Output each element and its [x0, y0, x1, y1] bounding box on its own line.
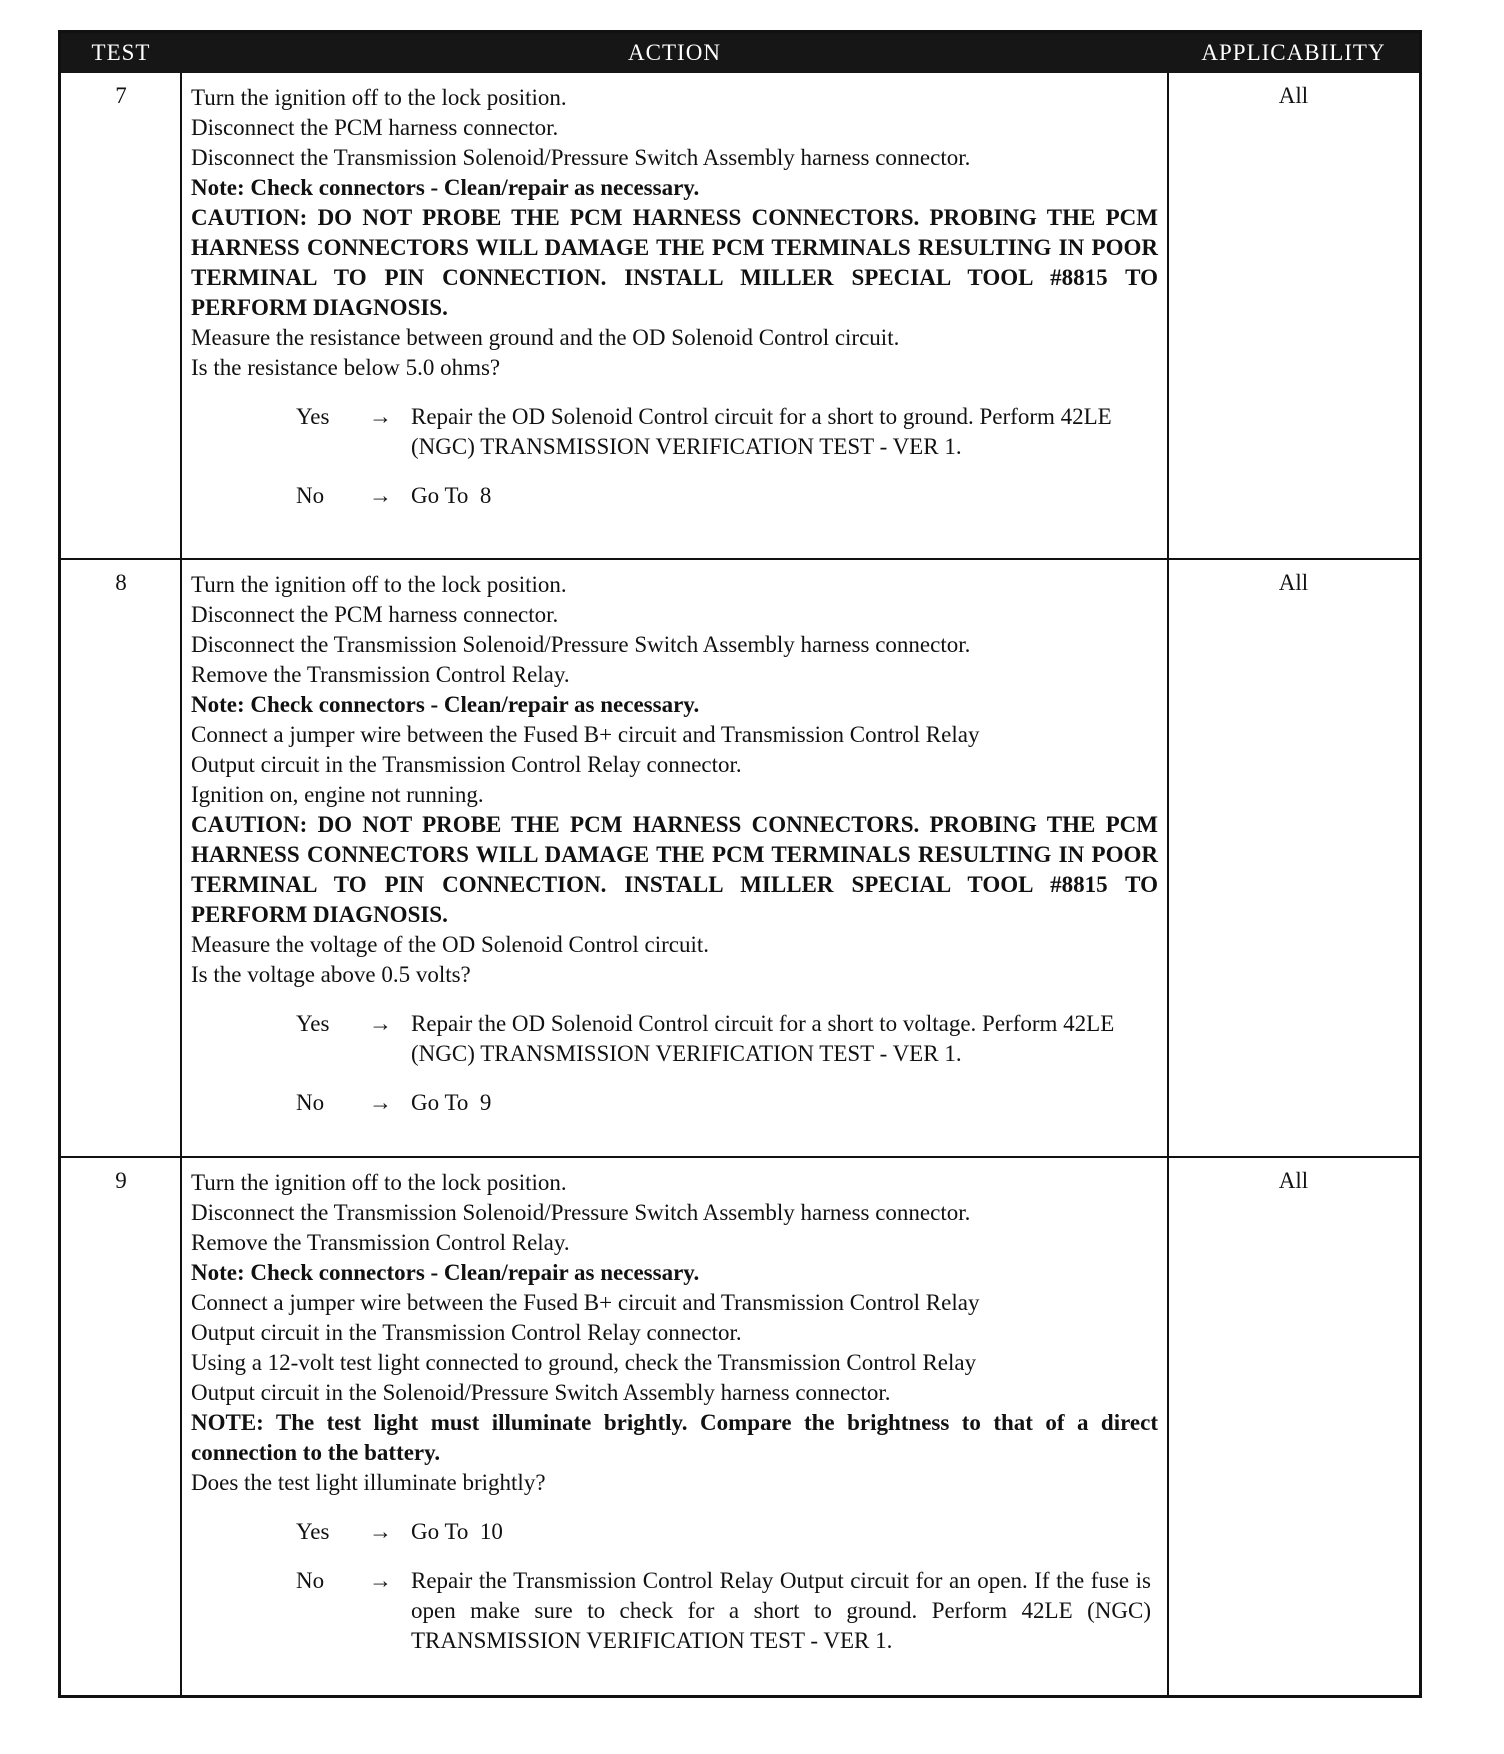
yes-action-text: Go To 10	[411, 1519, 503, 1544]
action-line: Disconnect the Transmission Solenoid/Pressure Switch Assembly harness connector.	[191, 632, 971, 657]
test-number: 8	[115, 570, 127, 595]
question-line: Does the test light illuminate brightly?	[191, 1470, 546, 1495]
header-test: TEST	[91, 40, 151, 65]
action-line: Disconnect the PCM harness connector.	[191, 602, 559, 627]
arrow-icon: →	[369, 1519, 392, 1544]
caution-text: CAUTION: DO NOT PROBE THE PCM HARNESS CONNECTORS. PROBING THE PCM HARNESS CONNECTORS WILL DAMAGE THE PCM TERMINALS RESULTING IN POOR TERMINAL TO PIN CONNECTION. INSTALL MILLER SPECIAL TOOL #8815 TO PERFORM DIAGNOSIS.	[191, 205, 1158, 320]
note-bold-text: NOTE: The test light must illuminate brightly. Compare the brightness to that of a direct connection to the battery.	[191, 1410, 1158, 1465]
yes-label: Yes	[296, 1519, 330, 1544]
arrow-icon: →	[369, 1011, 392, 1036]
action-line: Turn the ignition off to the lock position.	[191, 85, 567, 110]
action-cell	[191, 83, 1158, 511]
table-row-test-9	[61, 1158, 1419, 1695]
header-applicability: APPLICABILITY	[1201, 40, 1386, 65]
caution-text: CAUTION: DO NOT PROBE THE PCM HARNESS CONNECTORS. PROBING THE PCM HARNESS CONNECTORS WILL DAMAGE THE PCM TERMINALS RESULTING IN POOR TERMINAL TO PIN CONNECTION. INSTALL MILLER SPECIAL TOOL #8815 TO PERFORM DIAGNOSIS.	[191, 812, 1158, 927]
arrow-icon: →	[369, 483, 392, 508]
note-line: Note: Check connectors - Clean/repair as necessary.	[191, 692, 700, 717]
action-line: Disconnect the PCM harness connector.	[191, 115, 559, 140]
no-label: No	[296, 483, 325, 508]
no-action-text: Go To 8	[411, 483, 492, 508]
action-line: Output circuit in the Transmission Control Relay connector.	[191, 752, 742, 777]
action-line: Connect a jumper wire between the Fused B+ circuit and Transmission Control Relay	[191, 1290, 980, 1315]
note-line: Note: Check connectors - Clean/repair as necessary.	[191, 175, 700, 200]
applicability-value: All	[1278, 570, 1309, 595]
action-line: Disconnect the Transmission Solenoid/Pressure Switch Assembly harness connector.	[191, 1200, 971, 1225]
yes-answer	[191, 1009, 1158, 1069]
action-line: Remove the Transmission Control Relay.	[191, 1230, 570, 1255]
action-line: Turn the ignition off to the lock position.	[191, 572, 567, 597]
note-line: Note: Check connectors - Clean/repair as necessary.	[191, 1260, 700, 1285]
arrow-icon: →	[369, 1568, 392, 1593]
applicability-value: All	[1278, 83, 1309, 108]
yes-label: Yes	[296, 1011, 330, 1036]
action-cell	[191, 1168, 1158, 1656]
no-action-text: Repair the Transmission Control Relay Output circuit for an open. If the fuse is open make sure to check for a short to ground. Perform 42LE (NGC) TRANSMISSION VERIFICATION TEST - VER 1.	[411, 1568, 1151, 1653]
action-line: Turn the ignition off to the lock position.	[191, 1170, 567, 1195]
action-line: Remove the Transmission Control Relay.	[191, 662, 570, 687]
arrow-icon: →	[369, 404, 392, 429]
action-line: Connect a jumper wire between the Fused B+ circuit and Transmission Control Relay	[191, 722, 980, 747]
action-line: Measure the voltage of the OD Solenoid Control circuit.	[191, 932, 710, 957]
question-line: Is the resistance below 5.0 ohms?	[191, 355, 501, 380]
question-line: Is the voltage above 0.5 volts?	[191, 962, 471, 987]
yes-action-text: Repair the OD Solenoid Control circuit for a short to voltage. Perform 42LE (NGC) TRANSMISSION VERIFICATION TEST - VER 1.	[411, 1011, 1115, 1066]
yes-action-text: Repair the OD Solenoid Control circuit for a short to ground. Perform 42LE (NGC) TRANSMISSION VERIFICATION TEST - VER 1.	[411, 404, 1112, 459]
action-line: Output circuit in the Transmission Control Relay connector.	[191, 1320, 742, 1345]
action-cell	[191, 570, 1158, 1118]
action-line: Ignition on, engine not running.	[191, 782, 484, 807]
action-line: Measure the resistance between ground and the OD Solenoid Control circuit.	[191, 325, 900, 350]
no-answer	[191, 1566, 1158, 1656]
test-number: 9	[115, 1168, 127, 1193]
no-action-text: Go To 9	[411, 1090, 492, 1115]
no-answer	[191, 1088, 1158, 1118]
action-line: Using a 12-volt test light connected to ground, check the Transmission Control Relay	[191, 1350, 977, 1375]
table-header	[61, 33, 1419, 73]
applicability-value: All	[1278, 1168, 1309, 1193]
no-label: No	[296, 1090, 325, 1115]
arrow-icon: →	[369, 1090, 392, 1115]
no-answer	[191, 481, 1158, 511]
header-action: ACTION	[628, 40, 721, 65]
table-row-test-7	[61, 73, 1419, 558]
no-label: No	[296, 1568, 325, 1593]
table-row-test-8	[61, 560, 1419, 1156]
yes-answer	[191, 402, 1158, 462]
diagnostic-table	[58, 30, 1422, 1698]
test-number: 7	[115, 83, 127, 108]
yes-answer	[191, 1517, 1158, 1547]
action-line: Disconnect the Transmission Solenoid/Pressure Switch Assembly harness connector.	[191, 145, 971, 170]
action-line: Output circuit in the Solenoid/Pressure Switch Assembly harness connector.	[191, 1380, 891, 1405]
yes-label: Yes	[296, 404, 330, 429]
